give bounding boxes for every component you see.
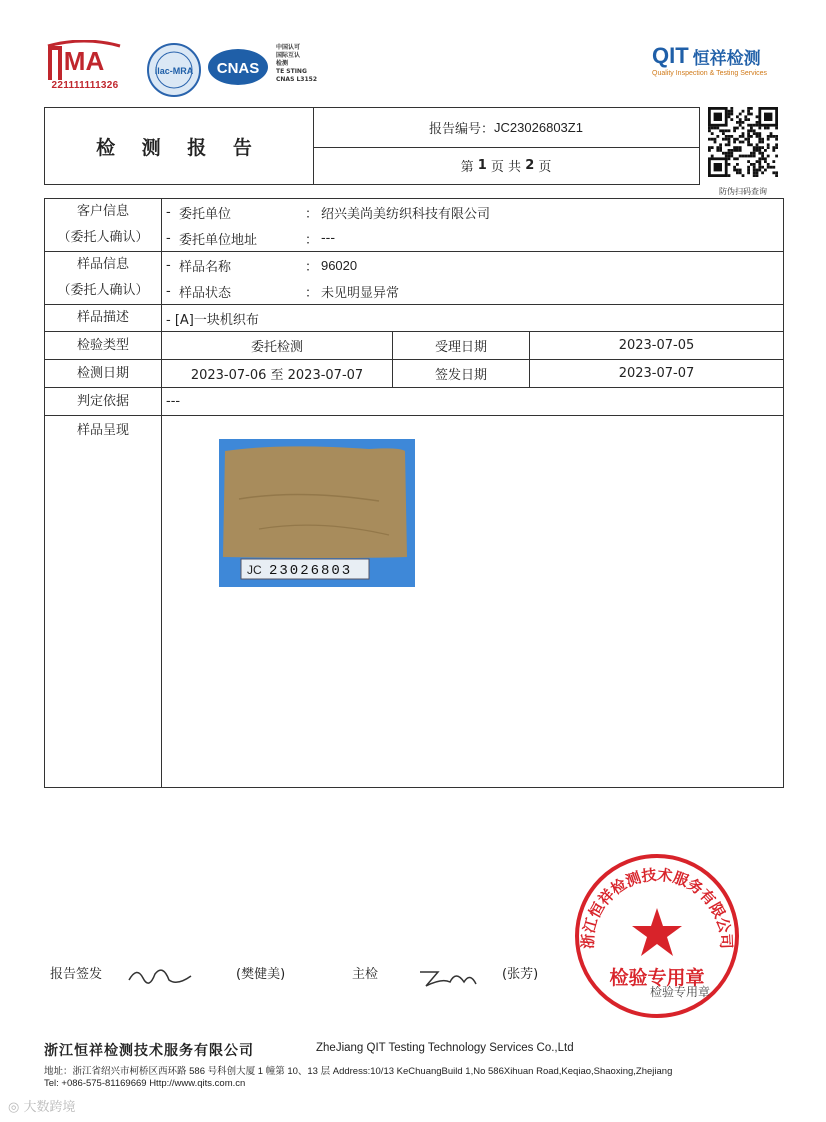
page-current: 1 (477, 158, 487, 173)
cnas-line: 检测 (276, 60, 289, 67)
client-label-line1: 客户信息 (76, 204, 129, 219)
report-info-table (44, 198, 784, 788)
test-date-value: 2023-07-06 至 2023-07-07 (162, 360, 393, 388)
cnas-line: 中国认可 (276, 44, 301, 51)
inspector-name: (张芳) (502, 967, 539, 982)
received-date-value: 2023-07-05 (530, 332, 784, 360)
page-total: 2 (525, 158, 535, 173)
sample-label-line1: 样品信息 (76, 257, 129, 272)
client-label-line2: （委托人确认） (57, 230, 149, 245)
issue-date-value: 2023-07-07 (530, 360, 784, 388)
footer-tel: Tel: +086-575-81169669 Http://www.qits.com.cn (44, 1078, 246, 1089)
judgement-basis-value: --- (162, 388, 784, 416)
cnas-text: CNAS (216, 60, 260, 77)
sample-info-cell: - 样品名称 ： 96020 - 样品状态 ： 未见明显异常 (162, 252, 784, 305)
footer-address: 地址：浙江省绍兴市柯桥区西环路 586 号科创大厦 1 幢第 10、13 层 Address:10/13 KeChuangBuild 1,No 586Xihuan Road,Keqiao,Shaoxing,Zhejiang (44, 1066, 673, 1077)
client-address-value: --- (320, 230, 336, 246)
sample-desc-value: - [A]一块机织布 (162, 305, 784, 332)
qr-code[interactable] (708, 107, 778, 177)
issuer-label: 报告签发 (50, 967, 103, 982)
qit-name: 恒祥检测 (692, 48, 761, 69)
client-unit-value: 绍兴美尚美纺织科技有限公司 (320, 206, 490, 222)
seal-ring-text: 浙江恒祥检测技术服务有限公司 (578, 865, 736, 950)
sample-photo-cell (162, 416, 784, 788)
cnas-line: CNAS L3152 (276, 76, 318, 83)
ma-logo-text: MA (63, 46, 105, 76)
sample-fabric-photo (219, 439, 415, 587)
page-suffix: 页 (538, 160, 552, 175)
page-prefix: 第 (460, 160, 474, 175)
sample-state-key: 样品状态 (178, 285, 231, 301)
qit-brand: QIT (652, 43, 689, 68)
ilac-mra-logo (146, 42, 202, 98)
photo-tag-text: JC (247, 563, 262, 577)
watermark (8, 1096, 76, 1115)
inspector-label: 主检 (352, 967, 379, 982)
seal-center-text: 检验专用章 (609, 967, 705, 989)
issue-date-label: 签发日期 (393, 360, 530, 388)
qr-caption: 防伪扫码查询 (719, 187, 767, 196)
footer-company-en: ZheJiang QIT Testing Technology Services Co.,Ltd (316, 1042, 574, 1054)
watermark-icon: ◎ (8, 1100, 20, 1115)
issuer-name: (樊健美) (236, 967, 286, 982)
sample-name-key: 样品名称 (178, 259, 231, 275)
sample-state-value: 未见明显异常 (320, 285, 399, 301)
cnas-line: TE STING (276, 68, 307, 75)
issuer-signature (125, 960, 195, 990)
cnas-logo (206, 46, 270, 88)
footer-company-cn: 浙江恒祥检测技术服务有限公司 (44, 1043, 254, 1059)
cnas-line: 国际互认 (276, 52, 301, 59)
sample-label-line2: （委托人确认） (57, 283, 149, 298)
received-date-label: 受理日期 (393, 332, 530, 360)
client-address-key: 委托单位地址 (178, 232, 257, 248)
photo-code-text: 23026803 (269, 563, 353, 579)
client-info-label (45, 199, 162, 252)
cnas-caption (276, 44, 317, 84)
report-number-row (313, 108, 699, 148)
page-mid: 页 共 (490, 160, 522, 175)
report-number-label: 报告编号： (429, 122, 495, 137)
sample-info-label (45, 252, 162, 305)
ma-certificate-number: 221111111326 (51, 80, 119, 91)
judgement-basis-label: 判定依据 (45, 388, 162, 416)
test-type-value: 委托检测 (162, 332, 393, 360)
qit-tagline: Quality Inspection & Testing Services (652, 70, 768, 77)
seal-overlay-text: 检验专用章 (650, 985, 711, 999)
report-title-box (44, 107, 700, 185)
sample-desc-label: 样品描述 (45, 305, 162, 332)
client-unit-key: 委托单位 (178, 206, 231, 222)
sample-photo-label: 样品呈现 (45, 416, 162, 788)
report-title: 检 测 报 告 (45, 108, 314, 184)
sample-name-value: 96020 (320, 257, 358, 273)
page-indicator (313, 147, 699, 184)
inspector-signature (416, 962, 486, 992)
watermark-text: 大数跨境 (23, 1100, 76, 1115)
report-number: JC23026803Z1 (494, 120, 583, 135)
qit-logo (652, 44, 782, 68)
client-info-cell: - 委托单位 ： 绍兴美尚美纺织科技有限公司 - 委托单位地址 ： --- (162, 199, 784, 252)
test-date-label: 检测日期 (45, 360, 162, 388)
test-type-label: 检验类型 (45, 332, 162, 360)
ilac-text: ilac-MRA (154, 66, 194, 76)
